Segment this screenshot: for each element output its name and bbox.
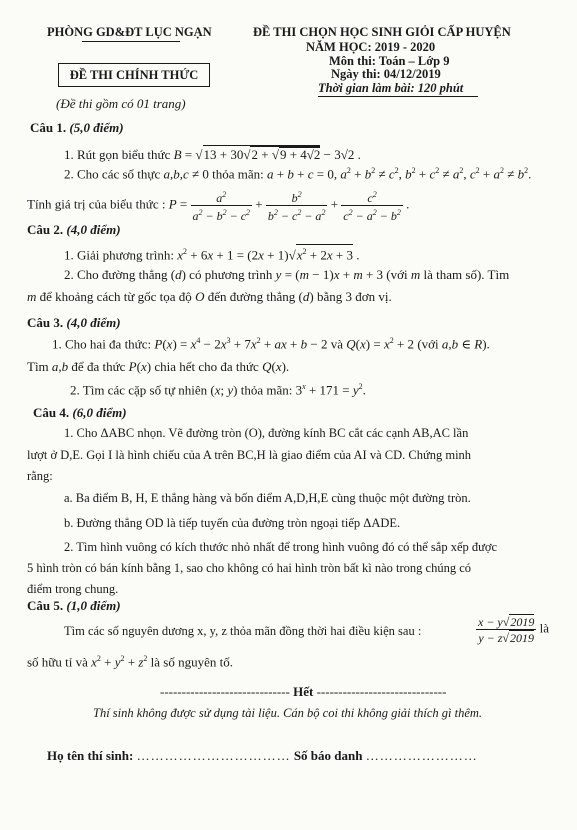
q2-part2-d: là tham số). Tìm [423, 267, 510, 282]
department-underline [82, 41, 180, 42]
q5-line1 [64, 624, 421, 639]
time-underline [318, 96, 478, 97]
q2-part2-line2: m để khoảng cách từ gốc tọa độ O đến đường thẳng (d) bằng 3 đơn vị. [27, 289, 392, 304]
question-1-points: (5,0 điểm) [69, 120, 124, 135]
q3-part1-line2: Tìm a,b để đa thức P(x) chia hết cho đa thức Q(x). [27, 359, 290, 374]
q2-part2-c: (với [386, 267, 408, 282]
question-4-points: (6,0 điểm) [72, 405, 127, 420]
q4-line3: rằng: [27, 469, 53, 483]
q5-line2-a: số hữu tỉ và [27, 654, 88, 670]
q4-line2: lượt ở D,E. Gọi I là hình chiếu của A trên BC,H là giao điểm của AI và CD. Chứng minh [27, 448, 472, 462]
q4-line1: 1. Cho ΔABC nhọn. Vẽ đường tròn (O), đường kính BC cắt các cạnh AB,AC lần [64, 426, 469, 440]
department-name: PHÒNG GD&ĐT LỤC NGẠN [47, 25, 212, 39]
q3-part1-c: (với [417, 336, 439, 352]
q3-part1-line1: 1. Cho hai đa thức: $P(x) = x^4 - 2x^3 + 7x^2$ + ax + b − 2 và $Q(x) = x^2 + 2$ (với a,b ∈ R). [52, 336, 490, 352]
q3-part1-b: và [330, 336, 343, 352]
q3-part1-f: chia hết cho đa thức [154, 359, 259, 374]
question-3-heading [27, 315, 121, 331]
q4-part-a: a. Ba điểm B, H, E thẳng hàng và bốn điểm A,D,H,E cùng thuộc một đường tròn. [64, 491, 471, 505]
question-2-heading [27, 222, 121, 238]
question-4-title: Câu 4. [33, 405, 70, 420]
candidate-name-row: Họ tên thí sinh: …………………………… Số báo danh …………………… [47, 748, 478, 763]
q2-part2-a: 2. Cho đường thẳng [64, 267, 168, 282]
q3-part1-e: để đa thức [71, 359, 126, 374]
q4-part2-line3: điểm trong chung. [27, 582, 119, 596]
time-allowed: Thời gian làm bài: 120 phút [318, 81, 464, 95]
q1-part2-text: 2. Cho các số thực [64, 166, 161, 182]
q5-line2-b: là số nguyên tố. [150, 654, 233, 670]
q3-part1-d: Tìm [27, 359, 49, 374]
q2-part1-text: 1. Giải phương trình: [64, 247, 174, 263]
q2-part2-e: để khoảng cách từ gốc tọa độ [39, 289, 192, 304]
q3-part2-a: 2. Tìm các cặp số tự nhiên [70, 382, 208, 398]
q4-part2-line2: 5 hình tròn có bán kính bằng 1, sao cho không có hai hình tròn bất kì nào trong chúng có [27, 561, 472, 575]
question-5-points: (1,0 điểm) [66, 598, 121, 613]
q1-compute: Tính giá trị của biểu thức : P = $\frac{a^2}{a^2 - b^2 - c^2}$ + $\frac{b^2}{b^2 - c^2 - a^2}$ + $\frac{c^2}{c^2 - a^2 - b^2}$ . [27, 190, 410, 223]
q1-part2-mid: thỏa mãn: [212, 166, 264, 182]
q3-part2: 2. Tìm các cặp số tự nhiên (x; y) thỏa mãn: $3^x + 171 = y^2$. [70, 382, 366, 398]
exam-title: ĐỀ THI CHỌN HỌC SINH GIỎI CẤP HUYỆN [253, 25, 511, 39]
question-3-points: (4,0 điểm) [66, 315, 121, 330]
q5-line2: số hữu tỉ và $x^2 + y^2 + z^2$ là số nguyên tố. [27, 654, 233, 670]
subject: Môn thi: Toán – Lớp 9 [329, 54, 450, 68]
q3-part1-a: 1. Cho hai đa thức: [52, 336, 152, 352]
question-5-heading [27, 598, 121, 614]
q4-part-b: b. Đường thẳng OD là tiếp tuyến của đường tròn ngoại tiếp ΔADE. [64, 516, 401, 530]
pages-note: (Đề thi gồm có 01 trang) [56, 96, 186, 111]
question-3-title: Câu 3. [27, 315, 64, 330]
q5-line1-text: Tìm các số nguyên dương x, y, z thỏa mãn đồng thời hai điều kiện sau : [64, 624, 422, 638]
end-marker: ------------------------------ Hết ------------------------------ [160, 684, 447, 699]
q1-part1: 1. Rút gọn biểu thức B = √13 + 30√2 + √9 + 4√2 − 3√2 . [64, 147, 361, 162]
candidate-id-label: Số báo danh [293, 748, 363, 763]
q1-part2: 2. Cho các số thực a,b,c ≠ 0 thỏa mãn: a + b + c = 0, $a^2 + b^2 \ne c^2$, $b^2 + c^2 \ne a^2$, $c^2 + a^2 \ne b^2$. [64, 166, 532, 182]
exam-date: Ngày thi: 04/12/2019 [331, 67, 441, 81]
q2-part2-f: đến đường thẳng [207, 289, 296, 304]
q5-line1-end: là [539, 620, 549, 636]
footer-note: Thí sinh không được sử dụng tài liệu. Cán bộ coi thi không giải thích gì thêm. [93, 706, 483, 720]
official-stamp: ĐỀ THI CHÍNH THỨC [58, 63, 210, 87]
q3-part2-b: thỏa mãn: [240, 382, 293, 398]
question-1-heading [30, 120, 124, 136]
end-text: Hết [293, 684, 314, 699]
q5-fraction: $\frac{x - y√2019}{y - z√2019}$ là [478, 615, 549, 645]
q1-compute-text: Tính giá trị của biểu thức : [27, 196, 166, 212]
question-5-title: Câu 5. [27, 598, 64, 613]
q2-part1: 1. Giải phương trình: $x^2 + 6x + 1 = (2x + 1)√x^2 + 2x + 3$ . [64, 244, 359, 263]
q2-part2-line1: 2. Cho đường thẳng (d) có phương trình y = (m − 1)x + m + 3 (với m là tham số). Tìm [64, 267, 510, 282]
candidate-name-label: Họ tên thí sinh: [47, 748, 134, 763]
q2-part2-b: có phương trình [189, 267, 273, 282]
q2-part2-g: bằng 3 đơn vị. [316, 289, 392, 304]
q4-part2-line1: 2. Tìm hình vuông có kích thước nhỏ nhất để trong hình vuông đó có thể sắp xếp được [64, 540, 498, 554]
question-2-points: (4,0 điểm) [66, 222, 121, 237]
school-year: NĂM HỌC: 2019 - 2020 [306, 40, 436, 54]
question-1-title: Câu 1. [30, 120, 67, 135]
question-4-heading [33, 405, 127, 421]
question-2-title: Câu 2. [27, 222, 64, 237]
q1-part1-text: 1. Rút gọn biểu thức [64, 147, 171, 162]
